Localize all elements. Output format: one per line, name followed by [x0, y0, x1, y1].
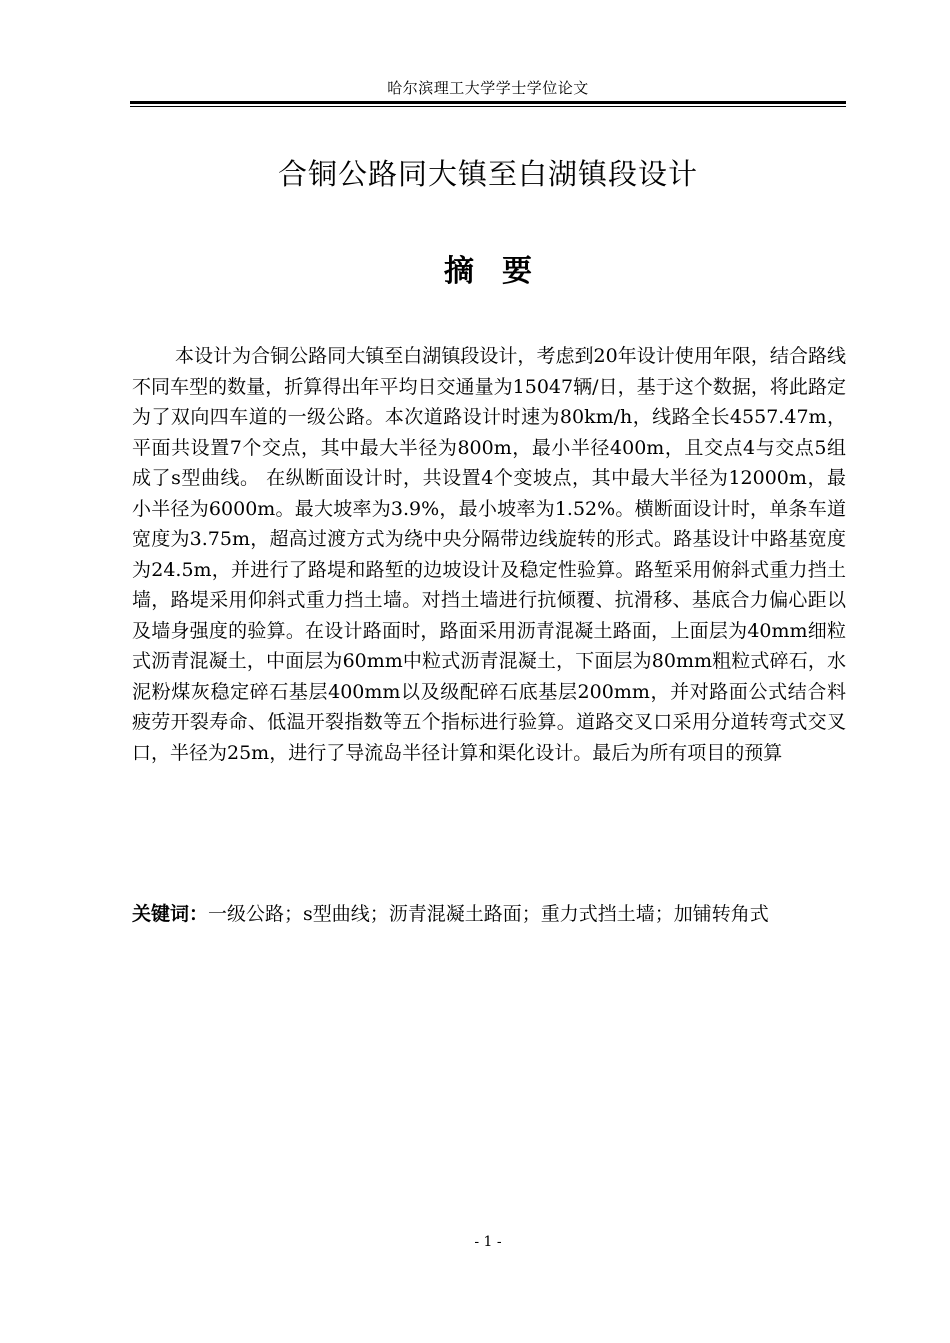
header-rule-thin	[130, 106, 846, 107]
abstract-heading: 摘要	[444, 254, 560, 289]
running-header: 哈尔滨理工大学学士学位论文	[387, 79, 589, 97]
keywords-label: 关键词：	[132, 903, 209, 925]
keywords	[132, 899, 846, 929]
header-rule-thick	[130, 101, 846, 104]
page-number: - 1 -	[474, 1234, 502, 1250]
abstract-body: 本设计为合铜公路同大镇至白湖镇段设计，考虑到20年设计使用年限，结合路线不同车型的数量，折算得出年平均日交通量为15047辆/日，基于这个数据，将此路定为了双向四车道的一级公路。本次道路设计时速为80km/h，线路全长4557.47m，平面共设置7个交点，其中最大半径为800m，最小半径400m，且交点4与交点5组成了s型曲线。 在纵断面设计时，共设置4个变坡点，其中最大半径为12000m，最小半径为6000m。最大坡率为3.9%，最小坡率为1.52%。横断面设计时，单条车道宽度为3.75m，超高过渡方式为绕中央分隔带边线旋转的形式。路基设计中路基宽度为24.5m，并进行了路堤和路堑的边坡设计及稳定性验算。路堑采用俯斜式重力挡土墙，路堤采用仰斜式重力挡土墙。对挡土墙进行抗倾覆、抗滑移、基底合力偏心距以及墙身强度的验算。在设计路面时，路面采用沥青混凝土路面，上面层为40mm细粒式沥青混凝土，中面层为60mm中粒式沥青混凝土，下面层为80mm粗粒式碎石，水泥粉煤灰稳定碎石基层400mm以及级配碎石底基层200mm，并对路面公式结合料疲劳开裂寿命、低温开裂指数等五个指标进行验算。道路交叉口采用分道转弯式交叉口，半径为25m，进行了导流岛半径计算和渠化设计。最后为所有项目的预算	[132, 345, 846, 764]
keywords-text: 一级公路；s型曲线；沥青混凝土路面；重力式挡土墙；加铺转角式	[208, 903, 769, 925]
paper-title: 合铜公路同大镇至白湖镇段设计	[277, 157, 698, 191]
